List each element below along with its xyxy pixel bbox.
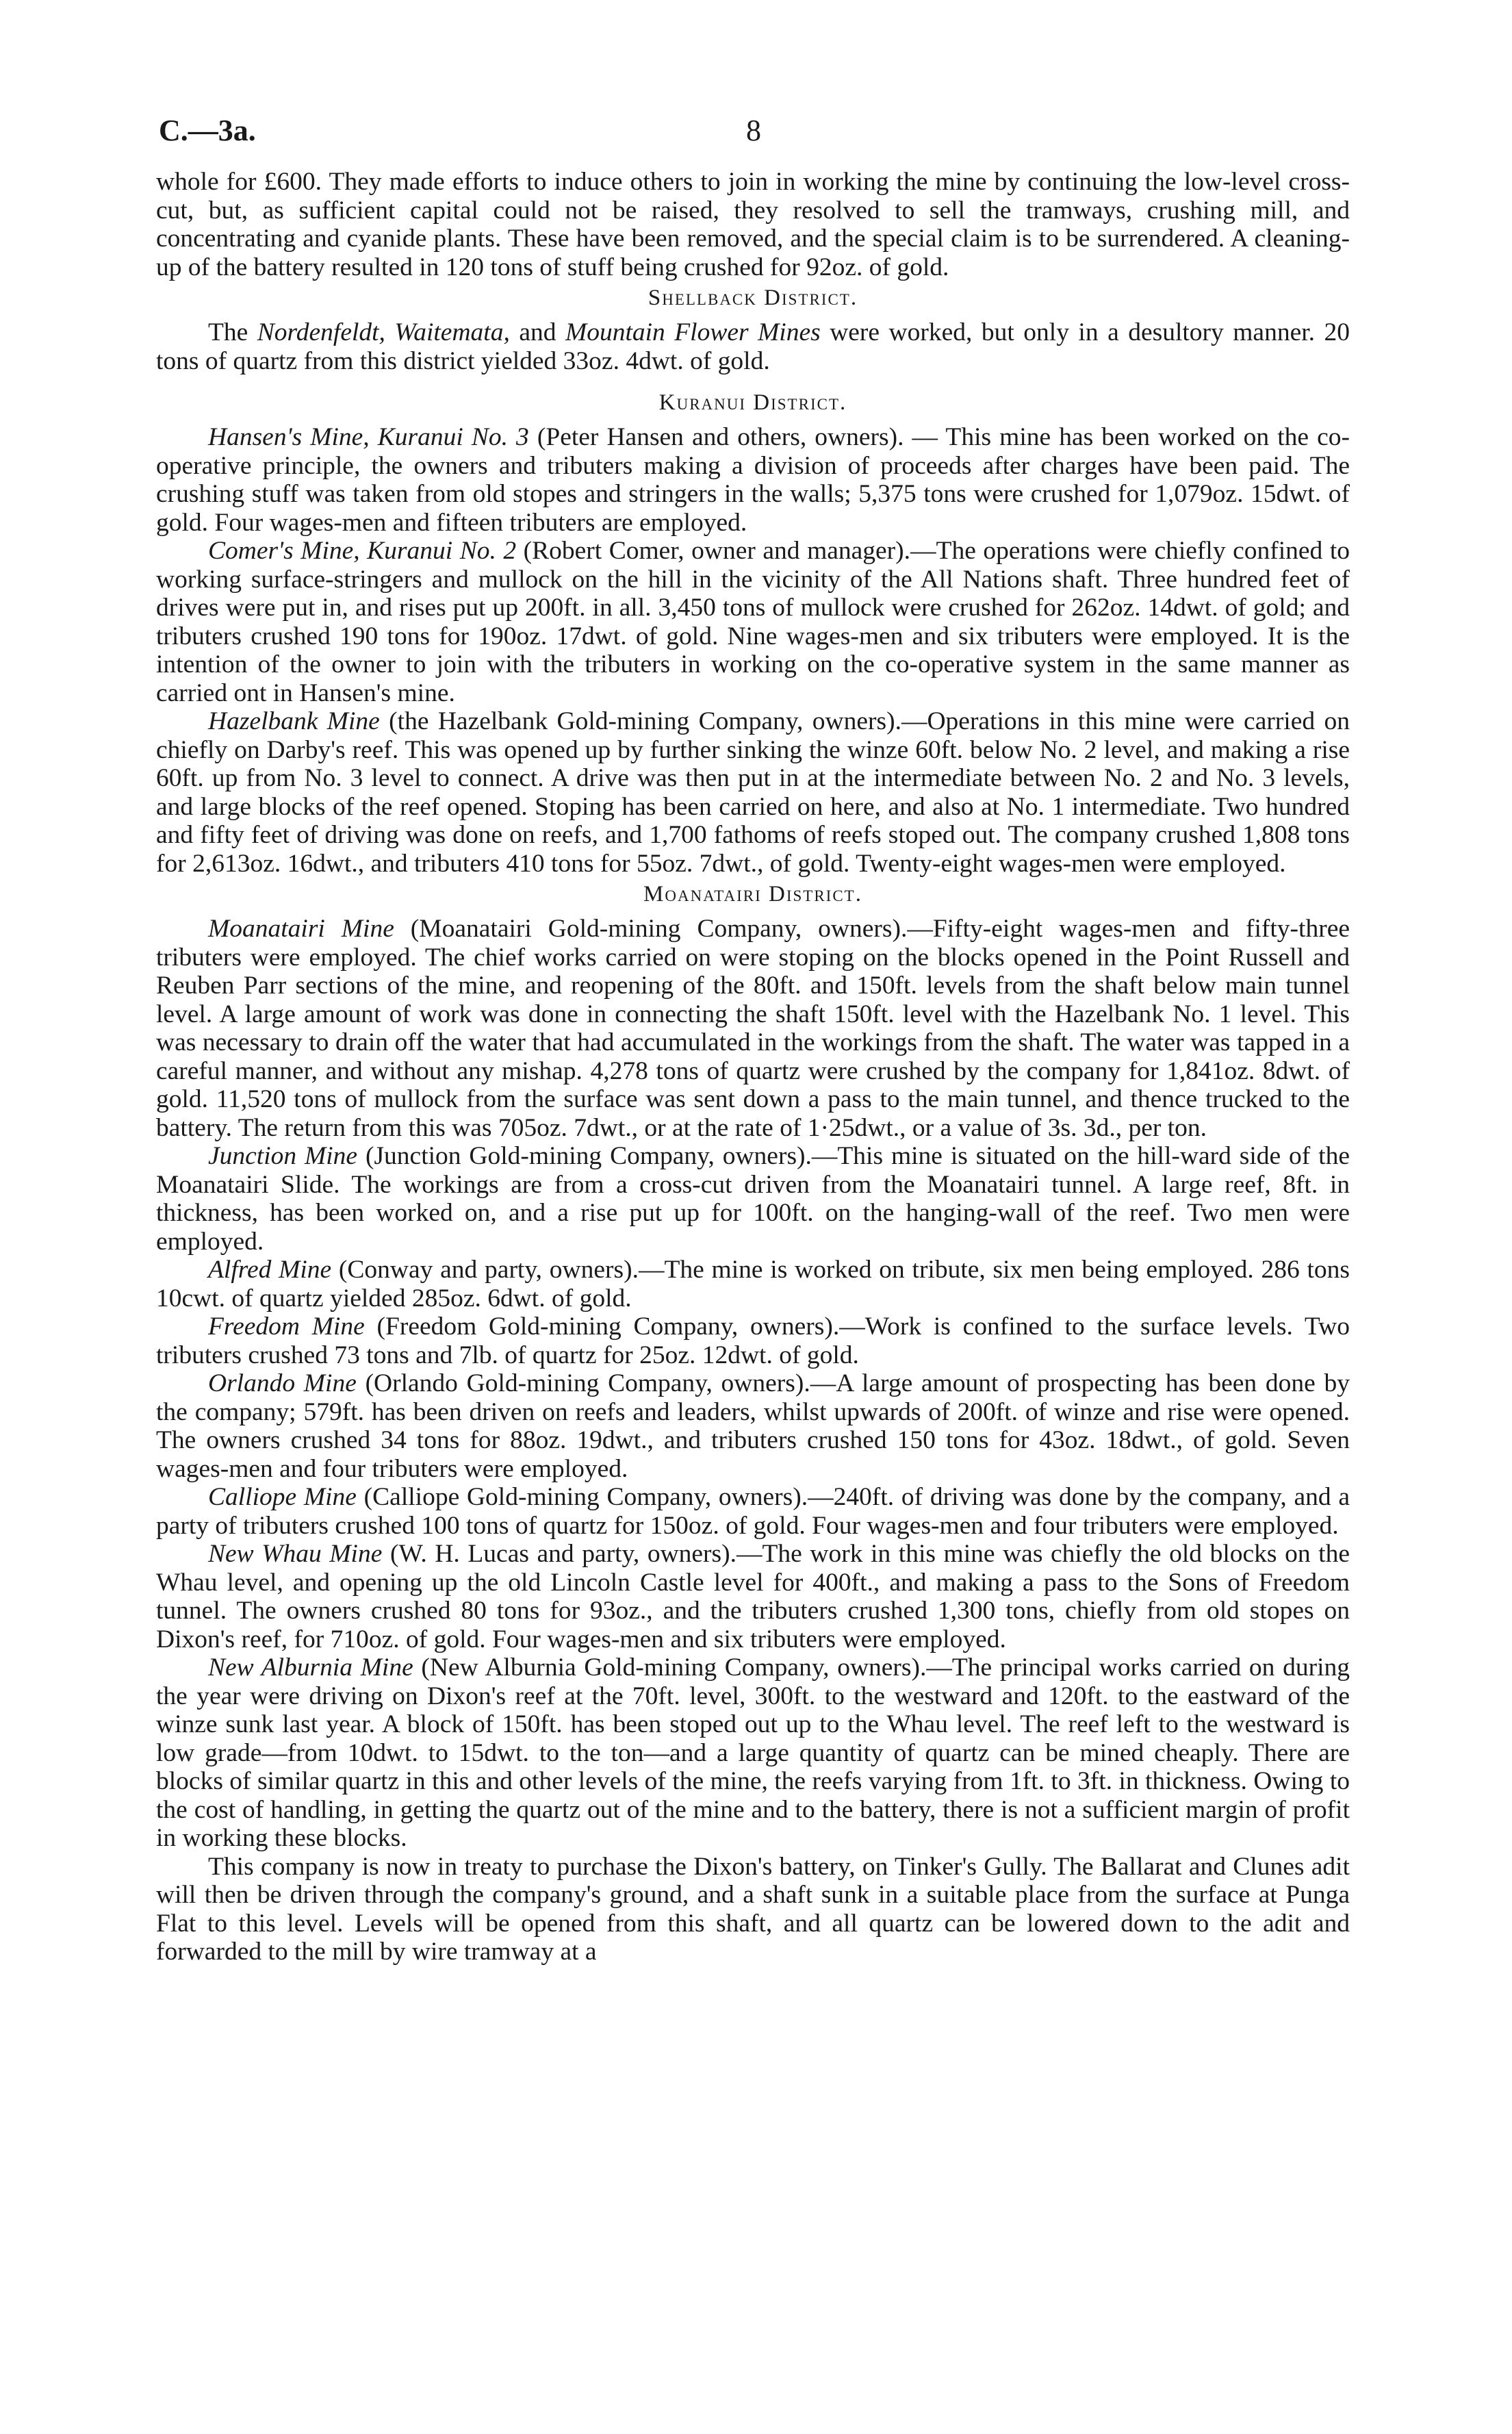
document-page — [156, 116, 1350, 1966]
mine-name: Hansen's Mine, Kuranui No. 3 — [208, 423, 529, 451]
moanatairi-heading: Moanatairi District. — [643, 882, 862, 907]
hansen-paragraph: Hansen's Mine, Kuranui No. 3 (Peter Hansen and others, owners). — This mine has been worked on the co-operative principle, the owners and tributers making a division of proceeds after charges have been paid. The crushing stuff was taken from old stopes and stringers in the walls; 5,375 tons were crushed for 1,079oz. 15dwt. of gold. Four wages-men and fifteen tributers are employed. — [156, 423, 1350, 537]
page-header — [156, 116, 1350, 168]
comer-paragraph: Comer's Mine, Kuranui No. 2 (Robert Comer, owner and manager).—The operations were chiefly confined to working surface-stringers and mullock on the hill in the vicinity of the All Nations shaft. Three hundred feet of drives were put in, and rises put up 200ft. in all. 3,450 tons of mullock were crushed for 262oz. 14dwt. of gold; and tributers crushed 190 tons for 190oz. 17dwt. of gold. Nine wages-men and six tributers were employed. It is the intention of the owner to join with the tributers in working on the co-operative system in the same manner as carried ont in Hansen's mine. — [156, 537, 1350, 707]
new-alburnia-paragraph: New Alburnia Mine (New Alburnia Gold-mining Company, owners).—The principal works carried on during the year were driving on Dixon's reef at the 70ft. level, 300ft. to the westward and 120ft. to the eastward of the winze sunk last year. A block of 150ft. has been stoped out up to the Whau level. The reef left to the westward is low grade—from 10dwt. to 15dwt. to the ton—and a large quantity of quartz can be mined cheaply. There are blocks of similar quartz in this and other levels of the mine, the reefs varying from 1ft. to 3ft. in thickness. Owing to the cost of handling, in getting the quartz out of the mine and to the battery, there is not a sufficient margin of profit in working these blocks. — [156, 1653, 1350, 1852]
mine-name: Moanatairi Mine — [208, 915, 394, 943]
mine-name: Orlando Mine — [208, 1369, 357, 1397]
kuranui-heading: Kuranui District. — [658, 390, 847, 415]
alfred-paragraph: Alfred Mine (Conway and party, owners).—The mine is worked on tribute, six men being employed. 286 tons 10cwt. of quartz yielded 285oz. 6dwt. of gold. — [156, 1256, 1350, 1313]
mine-name: Comer's Mine, Kuranui No. 2 — [208, 537, 517, 565]
new-whau-paragraph: New Whau Mine (W. H. Lucas and party, owners).—The work in this mine was chiefly the old blocks on the Whau level, and opening up the old Lincoln Castle level for 400ft., and making a pass to the Sons of Freedom tunnel. The owners crushed 80 tons for 93oz., and the tributers crushed 1,300 tons, chiefly from old stopes on Dixon's reef, for 710oz. of gold. Four wages-men and six tributers were employed. — [156, 1540, 1350, 1653]
junction-paragraph: Junction Mine (Junction Gold-mining Company, owners).—This mine is situated on the hill-ward side of the Moanatairi Slide. The workings are from a cross-cut driven from the Moanatairi tunnel. A large reef, 8ft. in thickness, has been worked on, and a rise put up for 100ft. on the hanging-wall of the reef. Two men were employed. — [156, 1142, 1350, 1256]
shellback-heading: Shellback District. — [648, 286, 858, 310]
mine-name: Calliope Mine — [208, 1483, 357, 1511]
mine-name: Hazelbank Mine — [208, 707, 380, 735]
mine-name: Mountain Flower Mines — [565, 318, 821, 346]
closing-paragraph: This company is now in treaty to purchase the Dixon's battery, on Tinker's Gully. The Ballarat and Clunes adit will then be driven through the company's ground, and a shaft sunk in a suitable place from the surface at Punga Flat to this level. Levels will be opened from this shaft, and all quartz can be lowered down to the adit and forwarded to the mill by wire tramway at a — [156, 1852, 1350, 1966]
shellback-paragraph: The Nordenfeldt, Waitemata, and Mountain Flower Mines were worked, but only in a desultory manner. 20 tons of quartz from this district yielded 33oz. 4dwt. of gold. — [156, 318, 1350, 375]
freedom-paragraph: Freedom Mine (Freedom Gold-mining Company, owners).—Work is confined to the surface levels. Two tributers crushed 73 tons and 7lb. of quartz for 25oz. 12dwt. of gold. — [156, 1313, 1350, 1369]
mine-name: New Alburnia Mine — [208, 1653, 413, 1682]
moanatairi-mine-paragraph: Moanatairi Mine (Moanatairi Gold-mining Company, owners).—Fifty-eight wages-men and fifty-three tributers were employed. The chief works carried on were stoping on the blocks opened in the Point Russell and Reuben Parr sections of the mine, and reopening of the 80ft. and 150ft. levels from the shaft below main tunnel level. A large amount of work was done in connecting the shaft 150ft. level with the Hazelbank No. 1 level. This was necessary to drain off the water that had accumulated in the workings from the shaft. The water was tapped in a careful manner, and without any mishap. 4,278 tons of quartz were crushed by the company for 1,841oz. 8dwt. of gold. 11,520 tons of mullock from the surface was sent down a pass to the main tunnel, and thence trucked to the battery. The return from this was 705oz. 7dwt., or at the rate of 1·25dwt., or a value of 3s. 3d., per ton. — [156, 915, 1350, 1142]
calliope-paragraph: Calliope Mine (Calliope Gold-mining Company, owners).—240ft. of driving was done by the company, and a party of tributers crushed 100 tons of quartz for 150oz. of gold. Four wages-men and four tributers were employed. — [156, 1483, 1350, 1540]
mine-name: Junction Mine — [208, 1142, 358, 1170]
mine-name: Alfred Mine — [208, 1256, 332, 1284]
document-reference: C.—3a. — [159, 114, 256, 147]
mine-name: Freedom Mine — [208, 1313, 365, 1341]
mine-name: New Whau Mine — [208, 1540, 383, 1568]
orlando-paragraph: Orlando Mine (Orlando Gold-mining Company, owners).—A large amount of prospecting has been done by the company; 579ft. has been driven on reefs and leaders, whilst upwards of 200ft. of winze and rise were opened. The owners crushed 34 tons for 88oz. 19dwt., and tributers crushed 150 tons for 43oz. 18dwt., of gold. Seven wages-men and four tributers were employed. — [156, 1369, 1350, 1483]
intro-paragraph: whole for £600. They made efforts to induce others to join in working the mine by continuing the low-level cross-cut, but, as sufficient capital could not be raised, they resolved to sell the tramways, crushing mill, and concentrating and cyanide plants. These have been removed, and the special claim is to be surrendered. A cleaning-up of the battery resulted in 120 tons of stuff being crushed for 92oz. of gold. — [156, 168, 1350, 281]
mine-name: Nordenfeldt, Waitemata, — [257, 318, 510, 346]
hazelbank-paragraph: Hazelbank Mine (the Hazelbank Gold-mining Company, owners).—Operations in this mine were carried on chiefly on Darby's reef. This was opened up by further sinking the winze 60ft. below No. 2 level, and making a rise 60ft. up from No. 3 level to connect. A drive was then put in at the intermediate between No. 2 and No. 3 levels, and large blocks of the reef opened. Stoping has been carried on here, and also at No. 1 intermediate. Two hundred and fifty feet of driving was done on reefs, and 1,700 fathoms of reefs stoped out. The company crushed 1,808 tons for 2,613oz. 16dwt., and tributers 410 tons for 55oz. 7dwt., of gold. Twenty-eight wages-men were employed. — [156, 707, 1350, 878]
page-number: 8 — [746, 114, 761, 147]
